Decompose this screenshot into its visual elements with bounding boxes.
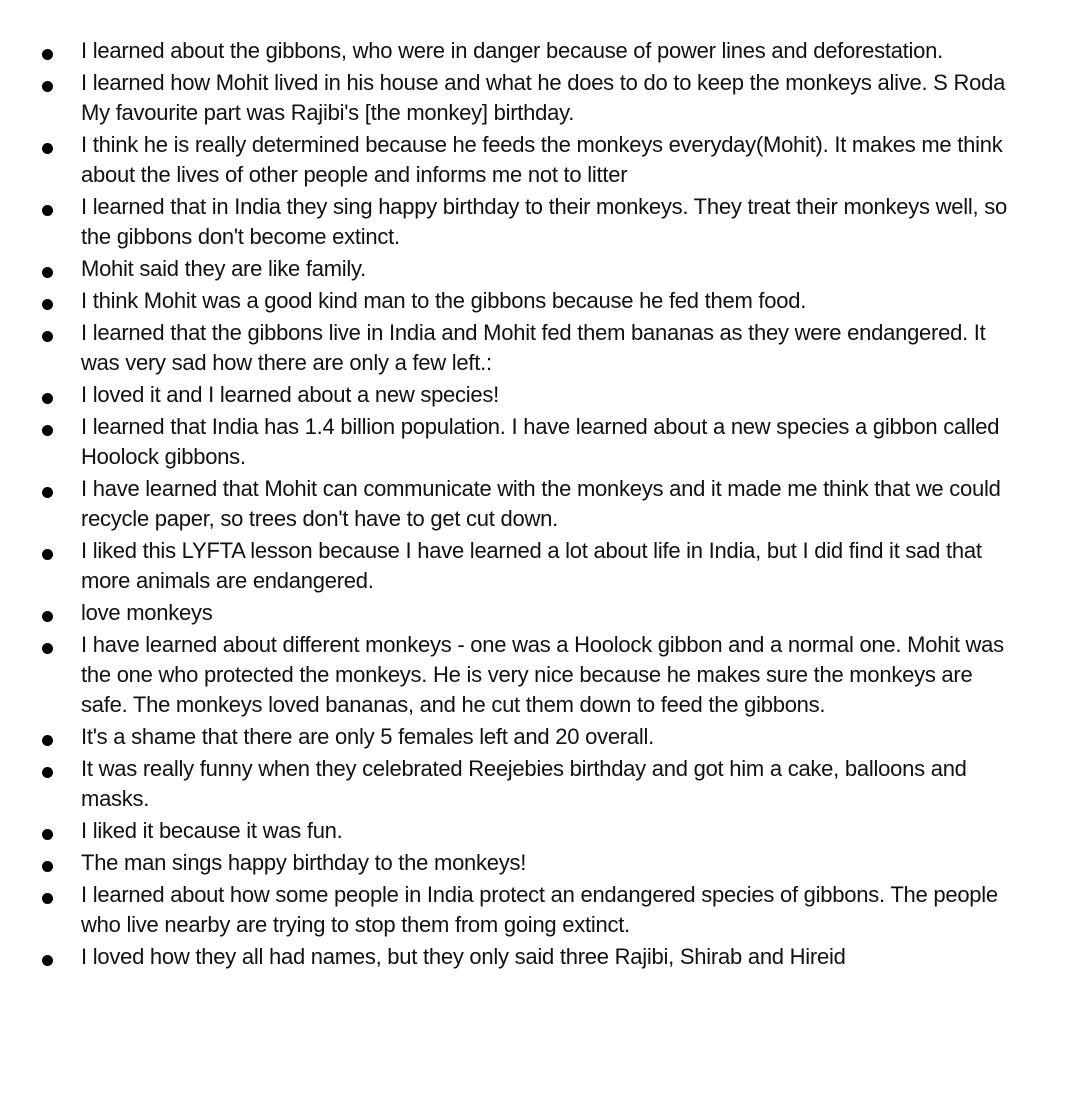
list-item-text: I have learned about different monkeys - one was a Hoolock gibbon and a normal one. Mohit was the one who protected the monkeys. He is very nice because he makes sure the monkeys are safe. The monkeys loved bananas, and he cut them down to feed the gibbons.: [81, 632, 1004, 717]
list-item: [0, 130, 1070, 190]
list-item-text: The man sings happy birthday to the monkeys!: [81, 850, 527, 875]
list-item-text: I learned about how some people in India protect an endangered species of gibbons. The people who live nearby are trying to stop them from going extinct.: [81, 882, 998, 937]
bullet-icon: [42, 487, 53, 498]
list-item-text: It's a shame that there are only 5 females left and 20 overall.: [81, 724, 654, 749]
list-item: [0, 192, 1070, 252]
list-item-text: Mohit said they are like family.: [81, 256, 367, 281]
list-item: [0, 722, 1070, 752]
list-item: [0, 942, 1070, 972]
bullet-icon: [42, 81, 53, 92]
bullet-icon: [42, 549, 53, 560]
bullet-icon: [42, 643, 53, 654]
bullet-icon: [42, 861, 53, 872]
list-item-text: love monkeys: [81, 600, 213, 625]
list-item: [0, 754, 1070, 814]
bullet-icon: [42, 767, 53, 778]
list-item: [0, 286, 1070, 316]
bullet-list: [0, 36, 1070, 972]
list-item: [0, 536, 1070, 596]
bullet-icon: [42, 267, 53, 278]
bullet-icon: [42, 829, 53, 840]
list-item-text: I think he is really determined because he feeds the monkeys everyday(Mohit). It makes me think about the lives of other people and informs me not to litter: [81, 132, 1003, 187]
list-item: [0, 412, 1070, 472]
bullet-icon: [42, 49, 53, 60]
list-item: [0, 380, 1070, 410]
bullet-icon: [42, 955, 53, 966]
list-item: [0, 318, 1070, 378]
list-item-text: I learned that in India they sing happy birthday to their monkeys. They treat their monkeys well, so the gibbons don't become extinct.: [81, 194, 1007, 249]
bullet-icon: [42, 331, 53, 342]
list-item-text: I think Mohit was a good kind man to the gibbons because he fed them food.: [81, 288, 807, 313]
list-item: [0, 68, 1070, 128]
list-item: [0, 816, 1070, 846]
bullet-icon: [42, 611, 53, 622]
bullet-icon: [42, 143, 53, 154]
list-item-text: I liked this LYFTA lesson because I have learned a lot about life in India, but I did find it sad that more animals are endangered.: [81, 538, 982, 593]
list-item-text: I loved it and I learned about a new species!: [81, 382, 500, 407]
list-item-text: I have learned that Mohit can communicate with the monkeys and it made me think that we could recycle paper, so trees don't have to get cut down.: [81, 476, 1001, 531]
list-item-text: I liked it because it was fun.: [81, 818, 343, 843]
list-item-text: I learned about the gibbons, who were in danger because of power lines and deforestation.: [81, 38, 944, 63]
list-item: [0, 36, 1070, 66]
list-item-text: I loved how they all had names, but they only said three Rajibi, Shirab and Hireid: [81, 944, 846, 969]
list-item: [0, 598, 1070, 628]
bullet-icon: [42, 735, 53, 746]
list-item-text: I learned that India has 1.4 billion population. I have learned about a new species a gibbon called Hoolock gibbons.: [81, 414, 1000, 469]
list-item-text: I learned how Mohit lived in his house and what he does to do to keep the monkeys alive. S Roda My favourite part was Rajibi's [the monkey] birthday.: [81, 70, 1006, 125]
bullet-icon: [42, 393, 53, 404]
bullet-icon: [42, 205, 53, 216]
list-item: [0, 254, 1070, 284]
document-page: [0, 36, 1070, 974]
list-item: [0, 848, 1070, 878]
list-item: [0, 630, 1070, 720]
bullet-icon: [42, 425, 53, 436]
list-item: [0, 880, 1070, 940]
bullet-icon: [42, 893, 53, 904]
list-item-text: It was really funny when they celebrated Reejebies birthday and got him a cake, balloons and masks.: [81, 756, 967, 811]
list-item: [0, 474, 1070, 534]
bullet-icon: [42, 299, 53, 310]
list-item-text: I learned that the gibbons live in India and Mohit fed them bananas as they were endangered. It was very sad how there are only a few left.:: [81, 320, 986, 375]
